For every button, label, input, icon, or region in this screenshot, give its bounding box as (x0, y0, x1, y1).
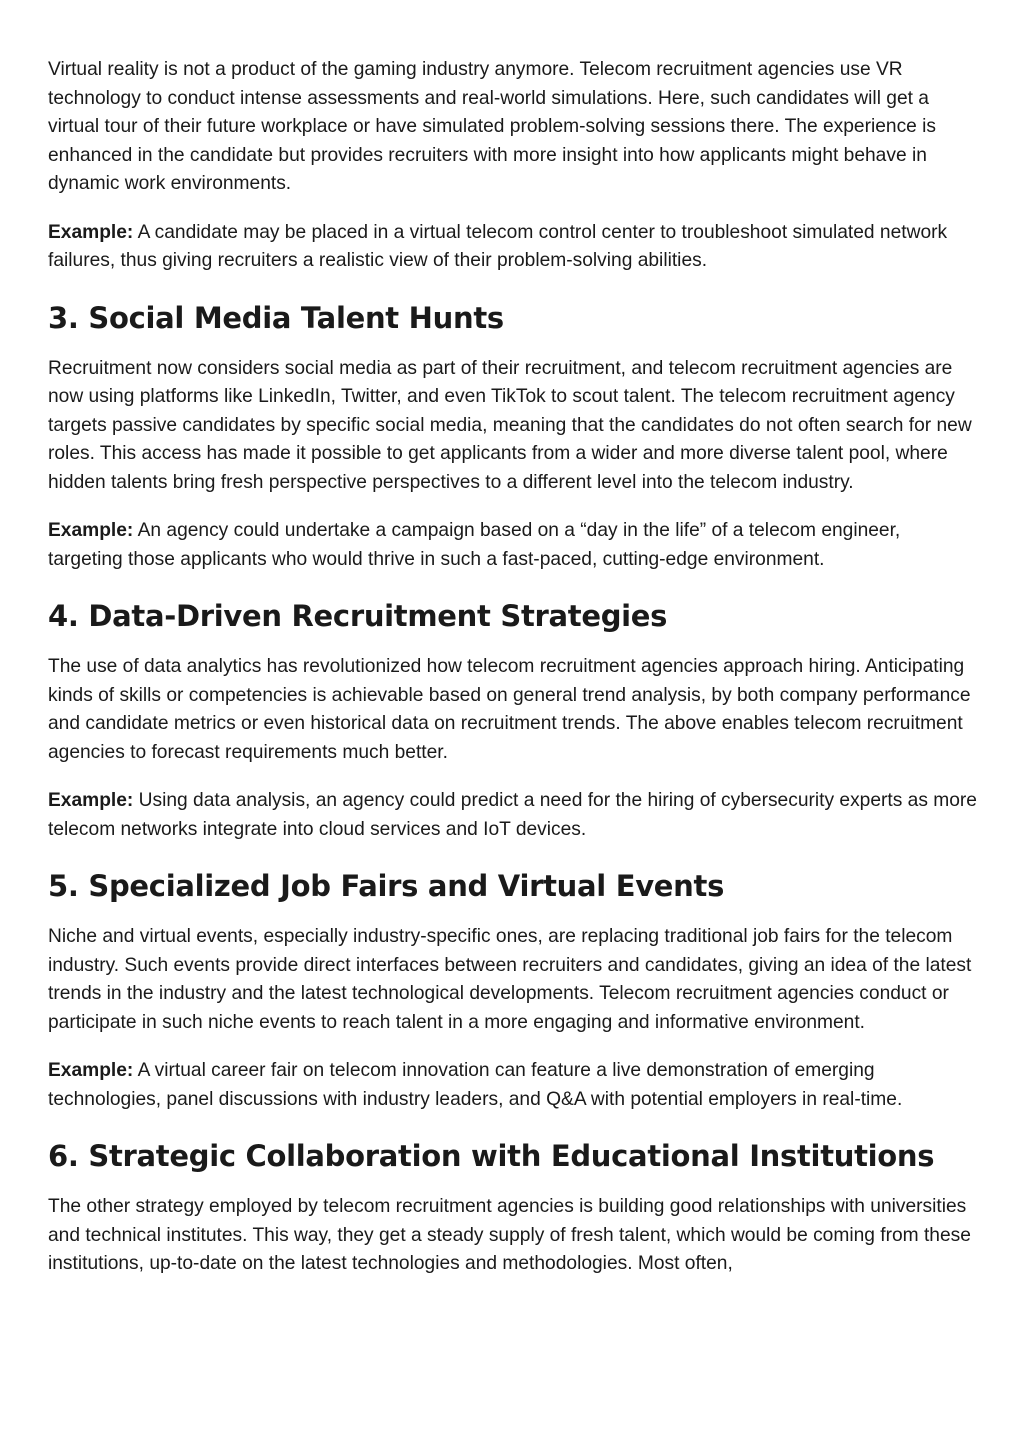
intro-example (48, 219, 978, 276)
section-paragraph-job-fairs: Niche and virtual events, especially industry-specific ones, are replacing traditional job fairs for the telecom industry. Such events provide direct interfaces between recruiters and candidates, giving an idea of the latest trends in the industry and the latest technological developments. Telecom recruitment agencies conduct or participate in such niche events to reach talent in a more engaging and informative environment. (48, 926, 972, 1033)
section-paragraph-education: The other strategy employed by telecom recruitment agencies is building good relationships with universities and technical institutes. This way, they get a steady supply of fresh talent, which would be coming from these institutions, up-to-date on the latest technologies and methodologies. Most often, (48, 1196, 971, 1274)
example-label: Example: (48, 790, 134, 811)
section-example-data-driven (48, 787, 978, 844)
section-paragraph-data-driven: The use of data analytics has revolutionized how telecom recruitment agencies approach hiring. Anticipating kinds of skills or competencies is achievable based on general trend analysis, by both company performance and candidate metrics or even historical data on recruitment trends. The above enables telecom recruitment agencies to forecast requirements much better. (48, 656, 971, 763)
example-text: A virtual career fair on telecom innovation can feature a live demonstration of emerging technologies, panel discussions with industry leaders, and Q&A with potential employers in real-time. (48, 1060, 903, 1110)
document-page (48, 56, 978, 1299)
example-text: Using data analysis, an agency could predict a need for the hiring of cybersecurity experts as more telecom networks integrate into cloud services and IoT devices. (48, 790, 977, 840)
section-heading-education: 6. Strategic Collaboration with Educational Institutions (48, 1139, 935, 1173)
example-text: A candidate may be placed in a virtual telecom control center to troubleshoot simulated network failures, thus giving recruiters a realistic view of their problem-solving abilities. (48, 221, 948, 271)
section-heading-job-fairs: 5. Specialized Job Fairs and Virtual Events (48, 869, 725, 903)
section-heading-data-driven: 4. Data-Driven Recruitment Strategies (48, 599, 668, 633)
section-paragraph-social-media: Recruitment now considers social media as part of their recruitment, and telecom recruitment agencies are now using platforms like LinkedIn, Twitter, and even TikTok to scout talent. The telecom recruitment agency targets passive candidates by specific social media, meaning that the candidates do not often search for new roles. This access has made it possible to get applicants from a wider and more diverse talent pool, where hidden talents bring fresh perspective perspectives to a different level into the telecom industry. (48, 357, 972, 493)
section-example-social-media (48, 517, 978, 574)
example-label: Example: (48, 1060, 134, 1081)
example-label: Example: (48, 520, 134, 541)
section-example-job-fairs (48, 1057, 978, 1114)
section-heading-social-media: 3. Social Media Talent Hunts (48, 300, 504, 335)
example-label: Example: (48, 221, 134, 243)
example-text: An agency could undertake a campaign based on a “day in the life” of a telecom engineer, targeting those applicants who would thrive in such a fast-paced, cutting-edge environment. (48, 520, 901, 570)
intro-paragraph: Virtual reality is not a product of the gaming industry anymore. Telecom recruitment agencies use VR technology to conduct intense assessments and real-world simulations. Here, such candidates will get a virtual tour of their future workplace or have simulated problem-solving sessions there. The experience is enhanced in the candidate but provides recruiters with more insight into how applicants might behave in dynamic work environments. (48, 59, 937, 194)
